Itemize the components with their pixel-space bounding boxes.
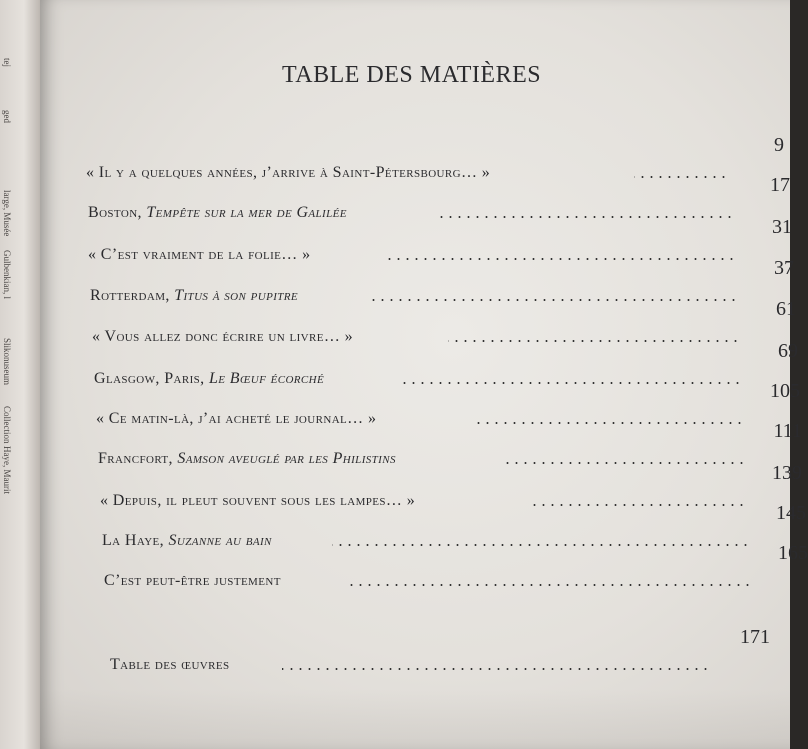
book-page [40, 0, 808, 749]
toc-entry-text: Boston, Tempête sur la mer de Galilée [88, 204, 347, 221]
page-number: 37 [774, 257, 794, 279]
toc-entry [88, 174, 790, 222]
page-number: 17 [770, 174, 790, 196]
dot-leader [332, 544, 750, 546]
page-number: 31 [772, 216, 792, 238]
dot-leader [348, 584, 752, 586]
previous-page-edge [0, 0, 40, 749]
margin-fragment: Gulbenkian, l [2, 250, 12, 299]
page-number: 139 [772, 462, 802, 484]
page-number: 61 [776, 298, 796, 320]
page-title: TABLE DES MATIÈRES [282, 62, 542, 88]
toc-entry [96, 380, 800, 428]
toc-entry-text: C’est peut-être justement [104, 572, 281, 589]
toc-entry-text: « C’est vraiment de la folie… » [88, 246, 311, 263]
page-number: 105 [770, 380, 800, 402]
toc-entry [102, 502, 806, 550]
dot-leader [388, 258, 736, 260]
toc-entry-works-index [110, 626, 770, 674]
toc-entry-text: Glasgow, Paris, Le Bœuf écorché [94, 370, 325, 387]
toc-entry [104, 542, 808, 590]
toc-entry [100, 462, 802, 510]
page-number: 111 [773, 420, 802, 442]
toc-entry-text: « Ce matin-là, j’ai acheté le journal… » [96, 410, 377, 427]
toc-entry-text: « Depuis, il pleut souvent sous les lampes… » [100, 492, 416, 509]
toc-entry [92, 298, 796, 346]
toc-entry-text: Rotterdam, Titus à son pupitre [90, 287, 299, 304]
dot-leader [434, 216, 734, 218]
toc-entry [94, 340, 798, 388]
dot-leader [372, 299, 738, 301]
page-number: 69 [778, 340, 798, 362]
toc-entry-text: Francfort, Samson aveuglé par les Philistins [98, 450, 396, 467]
toc-entry-text: « Vous allez donc écrire un livre… » [92, 328, 354, 345]
margin-fragment: Haye, Maurit [2, 446, 12, 494]
toc-entry-text: La Haye, Suzanne au bain [102, 532, 272, 549]
dot-leader [532, 504, 746, 506]
page-number: 165 [778, 542, 808, 564]
toc-entry [98, 420, 802, 468]
page-number: 9 [774, 134, 784, 156]
page-number: 145 [776, 502, 806, 524]
dot-leader [448, 340, 740, 342]
toc-entry [90, 257, 794, 305]
dot-leader [634, 176, 728, 178]
toc-entry [88, 216, 792, 264]
margin-fragment: ged [2, 110, 12, 123]
toc-entry-text: Table des œuvres [110, 656, 230, 673]
dot-leader [502, 462, 746, 464]
margin-fragment: Slikonuseum [2, 338, 12, 386]
dot-leader [282, 668, 710, 670]
dot-leader [476, 422, 744, 424]
page-shading [40, 689, 790, 749]
page-number: 171 [740, 626, 770, 648]
dot-leader [400, 382, 742, 384]
margin-fragment: large, Musée [2, 190, 12, 237]
margin-fragment: tej [2, 58, 12, 67]
toc-entry-text: « Il y a quelques années, j’arrive à Saint-Pétersbourg… » [86, 164, 491, 181]
margin-fragment: Collection [2, 406, 12, 444]
toc-entry [86, 134, 784, 182]
